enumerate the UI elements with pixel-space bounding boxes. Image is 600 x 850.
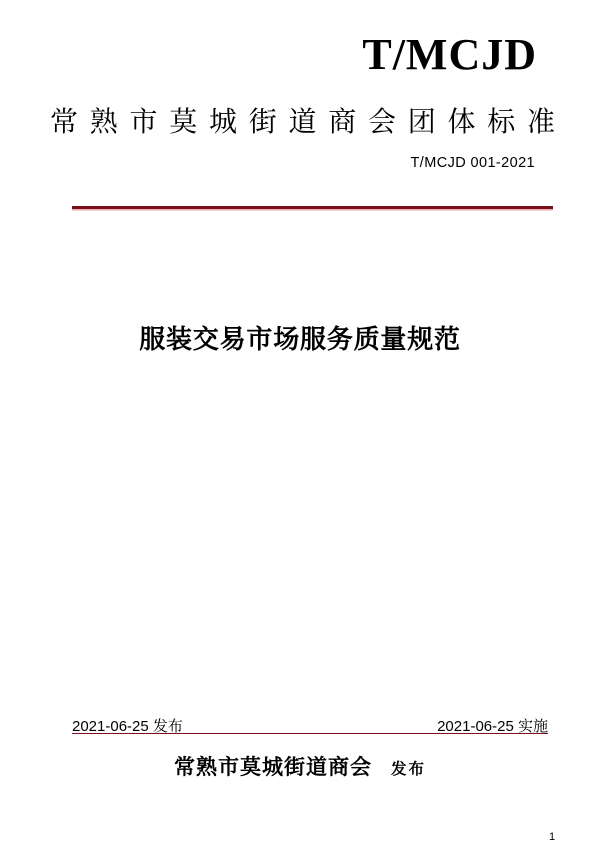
issue-date: 2021-06-25 发布 [72,718,183,735]
publish-label: 发布 [390,761,426,778]
publisher-row [0,751,600,781]
standard-body-logo: T/MCJD [362,30,537,79]
document-title: 服装交易市场服务质量规范 [139,324,461,354]
header-rule-divider [72,206,553,209]
standard-number: T/MCJD 001-2021 [410,155,535,171]
publisher-name: 常熟市莫城街道商会 [173,756,372,779]
page-number: 1 [549,831,556,843]
implement-date: 2021-06-25 实施 [437,718,548,735]
org-standard-banner: 常熟市莫城街道商会团体标准 [50,106,567,137]
footer-rule-divider [72,733,548,734]
